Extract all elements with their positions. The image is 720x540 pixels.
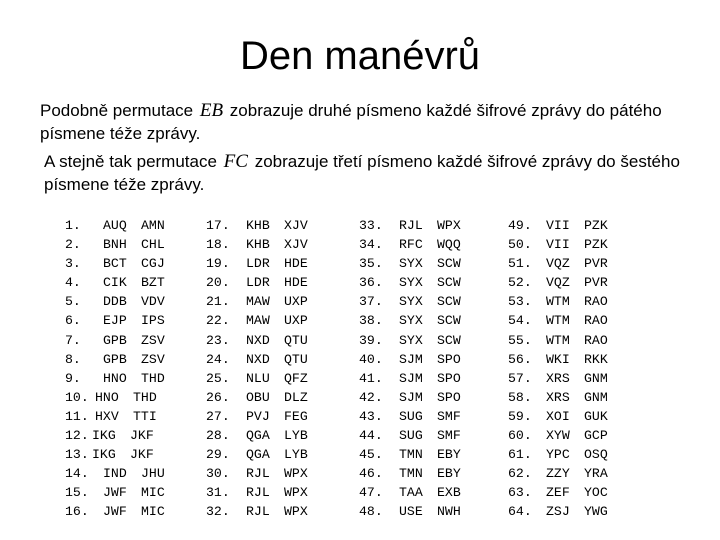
message-row	[65, 311, 165, 330]
indicator-first: XOI	[546, 408, 570, 424]
indicator-first: NLU	[246, 370, 270, 386]
indicator-first: HNO	[103, 370, 127, 386]
row-number: 19.	[206, 256, 230, 272]
paragraph-fc-after: zobrazuje třetí písmeno každé šifrové zprávy do šestého písmene téže zprávy.	[44, 152, 680, 194]
message-row	[359, 235, 461, 254]
message-row	[206, 445, 308, 464]
indicator-first: RJL	[399, 218, 423, 233]
indicator-second: PZK	[584, 237, 608, 253]
indicator-second: THD	[141, 370, 165, 386]
indicator-second: GCP	[584, 428, 608, 444]
message-row	[359, 311, 461, 330]
indicator-first: WTM	[546, 313, 570, 329]
indicator-second: BZT	[141, 275, 165, 291]
indicator-first: IND	[103, 466, 127, 482]
row-number: 14.	[65, 466, 89, 482]
indicator-first: WTM	[546, 332, 570, 348]
indicator-first: GPB	[103, 332, 127, 348]
row-number: 26.	[206, 389, 230, 405]
message-row	[206, 311, 308, 330]
indicator-second: AMN	[141, 218, 165, 233]
indicator-first: VQZ	[546, 275, 570, 291]
row-number: 21.	[206, 294, 230, 310]
indicator-first: SYX	[399, 332, 423, 348]
message-row	[65, 235, 165, 254]
message-row	[65, 331, 165, 350]
indicator-first: ZSJ	[546, 504, 570, 520]
indicator-first: XRS	[546, 370, 570, 386]
message-row	[508, 388, 608, 407]
indicator-first: SYX	[399, 313, 423, 329]
indicator-second: RAO	[584, 332, 608, 348]
paragraph-eb-after: zobrazuje druhé písmeno každé šifrové zprávy do pátého písmene téže zprávy.	[40, 101, 662, 143]
indicator-first: KHB	[246, 237, 270, 253]
indicator-first: LDR	[246, 275, 270, 291]
row-number: 63.	[508, 485, 532, 501]
message-row	[206, 235, 308, 254]
row-number: 61.	[508, 447, 532, 463]
row-number: 29.	[206, 447, 230, 463]
indicator-first: WKI	[546, 351, 570, 367]
message-row	[508, 273, 608, 292]
indicator-second: ZSV	[141, 332, 165, 348]
row-number: 22.	[206, 313, 230, 329]
message-row	[359, 388, 461, 407]
indicator-first: ZEF	[546, 485, 570, 501]
indicator-second: SMF	[437, 408, 461, 424]
row-number: 48.	[359, 504, 383, 520]
row-number: 31.	[206, 485, 230, 501]
indicator-second: QFZ	[284, 370, 308, 386]
row-number: 33.	[359, 218, 383, 233]
indicator-first: RJL	[246, 485, 270, 501]
row-number: 7.	[65, 332, 81, 348]
message-row	[359, 273, 461, 292]
indicator-first: TAA	[399, 485, 423, 501]
row-number: 25.	[206, 370, 230, 386]
message-row	[206, 273, 308, 292]
row-number: 18.	[206, 237, 230, 253]
indicator-first: AUQ	[103, 218, 127, 233]
indicator-second: SCW	[437, 256, 461, 272]
indicator-second: GUK	[584, 408, 608, 424]
indicator-second: SPO	[437, 389, 461, 405]
indicator-first: XRS	[546, 389, 570, 405]
indicator-second: OSQ	[584, 447, 608, 463]
message-row	[359, 350, 461, 369]
message-row	[65, 292, 165, 311]
indicator-second: HDE	[284, 256, 308, 272]
indicator-first: NXD	[246, 332, 270, 348]
indicator-second: THD	[133, 389, 157, 405]
indicator-first: GPB	[103, 351, 127, 367]
message-row	[359, 292, 461, 311]
message-row	[359, 483, 461, 502]
row-number: 6.	[65, 313, 81, 329]
message-row	[508, 407, 608, 426]
indicator-second: CHL	[141, 237, 165, 253]
row-number: 5.	[65, 294, 81, 310]
indicator-first: SYX	[399, 275, 423, 291]
indicator-second: WPX	[437, 218, 461, 233]
indicator-second: DLZ	[284, 389, 308, 405]
indicator-first: XYW	[546, 428, 570, 444]
message-row	[65, 464, 165, 483]
message-row	[359, 331, 461, 350]
message-row	[508, 331, 608, 350]
indicator-second: LYB	[284, 447, 308, 463]
message-row	[65, 407, 165, 426]
message-row	[508, 464, 608, 483]
message-column-1	[65, 216, 165, 522]
indicator-second: IPS	[141, 313, 165, 329]
indicator-second: EXB	[437, 485, 461, 501]
message-row	[65, 388, 165, 407]
message-row	[206, 464, 308, 483]
row-number: 9.	[65, 370, 81, 386]
indicator-second: RAO	[584, 294, 608, 310]
row-number: 16.	[65, 504, 89, 520]
row-number: 8.	[65, 351, 81, 367]
indicator-second: WPX	[284, 485, 308, 501]
message-row	[206, 254, 308, 273]
message-row	[65, 369, 165, 388]
row-number: 57.	[508, 370, 532, 386]
indicator-second: JKF	[130, 447, 154, 463]
row-number: 52.	[508, 275, 532, 291]
message-column-3	[359, 216, 461, 522]
indicator-first: VII	[546, 218, 570, 233]
row-number: 51.	[508, 256, 532, 272]
row-number: 37.	[359, 294, 383, 310]
message-row	[508, 292, 608, 311]
message-row	[65, 273, 165, 292]
indicator-second: CGJ	[141, 256, 165, 272]
indicator-second: SCW	[437, 275, 461, 291]
message-row	[206, 483, 308, 502]
indicator-first: EJP	[103, 313, 127, 329]
message-row	[65, 216, 165, 235]
indicator-second: YRA	[584, 466, 608, 482]
indicator-second: FEG	[284, 408, 308, 424]
indicator-first: SJM	[399, 351, 423, 367]
indicator-first: JWF	[103, 485, 127, 501]
indicator-first: NXD	[246, 351, 270, 367]
row-number: 12.	[65, 428, 89, 444]
paragraph-eb	[40, 99, 690, 145]
row-number: 27.	[206, 408, 230, 424]
message-row	[359, 464, 461, 483]
indicator-first: JWF	[103, 504, 127, 520]
indicator-second: EBY	[437, 447, 461, 463]
message-row	[359, 254, 461, 273]
indicator-first: IKG	[92, 447, 116, 463]
message-row	[359, 426, 461, 445]
indicator-first: OBU	[246, 389, 270, 405]
indicator-first: IKG	[92, 428, 116, 444]
row-number: 53.	[508, 294, 532, 310]
message-column-4	[508, 216, 608, 522]
row-number: 54.	[508, 313, 532, 329]
message-row	[206, 388, 308, 407]
row-number: 2.	[65, 237, 81, 253]
message-row	[508, 311, 608, 330]
row-number: 62.	[508, 466, 532, 482]
indicator-first: RJL	[246, 466, 270, 482]
indicator-second: YOC	[584, 485, 608, 501]
row-number: 36.	[359, 275, 383, 291]
row-number: 30.	[206, 466, 230, 482]
row-number: 58.	[508, 389, 532, 405]
row-number: 44.	[359, 428, 383, 444]
indicator-second: MIC	[141, 485, 165, 501]
indicator-first: WTM	[546, 294, 570, 310]
row-number: 56.	[508, 351, 532, 367]
row-number: 1.	[65, 218, 81, 233]
indicator-first: USE	[399, 504, 423, 520]
row-number: 55.	[508, 332, 532, 348]
row-number: 41.	[359, 370, 383, 386]
indicator-first: KHB	[246, 218, 270, 233]
row-number: 40.	[359, 351, 383, 367]
indicator-second: XJV	[284, 237, 308, 253]
indicator-first: ZZY	[546, 466, 570, 482]
message-row	[508, 350, 608, 369]
indicator-second: MIC	[141, 504, 165, 520]
message-row	[359, 502, 461, 521]
indicator-second: PVR	[584, 275, 608, 291]
row-number: 64.	[508, 504, 532, 520]
indicator-first: SYX	[399, 256, 423, 272]
row-number: 28.	[206, 428, 230, 444]
indicator-second: GNM	[584, 389, 608, 405]
message-row	[359, 216, 461, 235]
indicator-first: TMN	[399, 447, 423, 463]
message-row	[65, 502, 165, 521]
message-row	[508, 369, 608, 388]
indicator-second: SPO	[437, 370, 461, 386]
indicator-second: NWH	[437, 504, 461, 520]
row-number: 32.	[206, 504, 230, 520]
indicator-second: YWG	[584, 504, 608, 520]
message-row	[508, 216, 608, 235]
row-number: 46.	[359, 466, 383, 482]
message-column-2	[206, 216, 308, 522]
indicator-second: RAO	[584, 313, 608, 329]
indicator-first: QGA	[246, 447, 270, 463]
indicator-second: WPX	[284, 466, 308, 482]
message-row	[508, 426, 608, 445]
indicator-second: WQQ	[437, 237, 461, 253]
message-row	[508, 483, 608, 502]
row-number: 60.	[508, 428, 532, 444]
permutation-eb: EB	[199, 100, 224, 121]
indicator-second: SCW	[437, 332, 461, 348]
indicator-second: JKF	[130, 428, 154, 444]
message-row	[359, 407, 461, 426]
indicator-second: PVR	[584, 256, 608, 272]
indicator-second: WPX	[284, 504, 308, 520]
indicator-first: HNO	[95, 389, 119, 405]
indicator-second: SCW	[437, 313, 461, 329]
row-number: 10.	[65, 389, 89, 405]
indicator-first: SUG	[399, 408, 423, 424]
permutation-fc: FC	[223, 151, 248, 172]
indicator-second: QTU	[284, 332, 308, 348]
message-row	[359, 369, 461, 388]
row-number: 38.	[359, 313, 383, 329]
row-number: 4.	[65, 275, 81, 291]
indicator-second: PZK	[584, 218, 608, 233]
indicator-first: MAW	[246, 294, 270, 310]
indicator-second: TTI	[133, 408, 157, 424]
message-row	[508, 254, 608, 273]
indicator-second: LYB	[284, 428, 308, 444]
row-number: 45.	[359, 447, 383, 463]
indicator-first: BNH	[103, 237, 127, 253]
row-number: 24.	[206, 351, 230, 367]
indicator-second: VDV	[141, 294, 165, 310]
indicator-second: XJV	[284, 218, 308, 233]
indicator-second: SCW	[437, 294, 461, 310]
indicator-second: JHU	[141, 466, 165, 482]
row-number: 43.	[359, 408, 383, 424]
indicator-first: RFC	[399, 237, 423, 253]
message-row	[206, 407, 308, 426]
row-number: 15.	[65, 485, 89, 501]
row-number: 20.	[206, 275, 230, 291]
indicator-second: ZSV	[141, 351, 165, 367]
message-row	[508, 445, 608, 464]
row-number: 11.	[65, 408, 89, 424]
indicator-first: TMN	[399, 466, 423, 482]
message-row	[206, 426, 308, 445]
message-row	[206, 350, 308, 369]
indicator-first: CIK	[103, 275, 127, 291]
indicator-first: HXV	[95, 408, 119, 424]
indicator-second: UXP	[284, 313, 308, 329]
message-row	[206, 331, 308, 350]
indicator-first: PVJ	[246, 408, 270, 424]
indicator-first: RJL	[246, 504, 270, 520]
message-row	[206, 502, 308, 521]
indicator-first: VQZ	[546, 256, 570, 272]
indicator-first: YPC	[546, 447, 570, 463]
message-row	[206, 216, 308, 235]
row-number: 49.	[508, 218, 532, 233]
indicator-first: LDR	[246, 256, 270, 272]
indicator-first: SUG	[399, 428, 423, 444]
message-row	[65, 350, 165, 369]
indicator-second: RKK	[584, 351, 608, 367]
paragraph-fc	[44, 150, 694, 196]
indicator-second: QTU	[284, 351, 308, 367]
message-row	[206, 292, 308, 311]
indicator-second: SPO	[437, 351, 461, 367]
indicator-first: MAW	[246, 313, 270, 329]
message-row	[508, 235, 608, 254]
message-row	[508, 502, 608, 521]
message-row	[65, 426, 165, 445]
row-number: 59.	[508, 408, 532, 424]
indicator-second: SMF	[437, 428, 461, 444]
row-number: 17.	[206, 218, 230, 233]
indicator-first: SJM	[399, 389, 423, 405]
indicator-first: VII	[546, 237, 570, 253]
message-row	[206, 369, 308, 388]
row-number: 42.	[359, 389, 383, 405]
message-row	[65, 483, 165, 502]
indicator-second: GNM	[584, 370, 608, 386]
row-number: 13.	[65, 447, 89, 463]
indicator-first: BCT	[103, 256, 127, 272]
slide-title: Den manévrů	[239, 34, 481, 78]
row-number: 35.	[359, 256, 383, 272]
indicator-first: SJM	[399, 370, 423, 386]
row-number: 39.	[359, 332, 383, 348]
indicator-second: HDE	[284, 275, 308, 291]
indicator-first: SYX	[399, 294, 423, 310]
row-number: 34.	[359, 237, 383, 253]
row-number: 50.	[508, 237, 532, 253]
indicator-first: DDB	[103, 294, 127, 310]
row-number: 23.	[206, 332, 230, 348]
indicator-first: QGA	[246, 428, 270, 444]
indicator-second: UXP	[284, 294, 308, 310]
indicator-second: EBY	[437, 466, 461, 482]
row-number: 47.	[359, 485, 383, 501]
message-row	[65, 445, 165, 464]
message-row	[359, 445, 461, 464]
paragraph-eb-before: Podobně permutace	[40, 101, 194, 120]
row-number: 3.	[65, 256, 81, 272]
message-row	[65, 254, 165, 273]
paragraph-fc-before: A stejně tak permutace	[44, 152, 217, 171]
